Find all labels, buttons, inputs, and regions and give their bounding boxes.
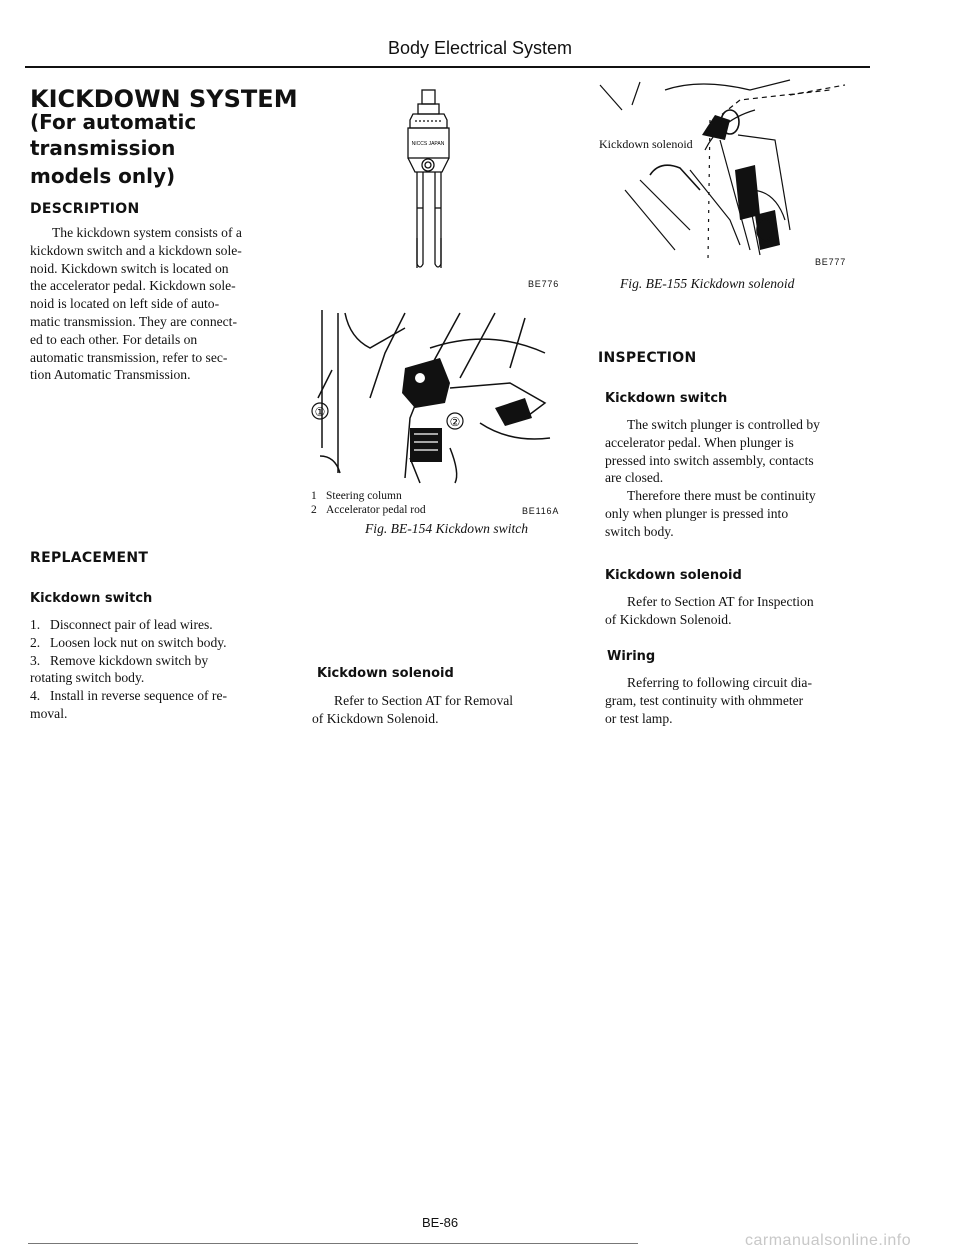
text-line: of Kickdown Solenoid. [605,611,732,627]
inspection-kickdown-switch-text [605,416,860,541]
step-item: 4. Install in reverse sequence of re- [30,688,228,704]
step-item: moval. [30,705,68,721]
inspection-kickdown-switch-heading: Kickdown switch [605,391,728,406]
text-line: only when plunger is pressed into [605,505,789,521]
description-line: kickdown switch and a kickdown sole- [30,242,242,258]
footer-rule [28,1243,638,1244]
text-line: are closed. [605,470,664,486]
text-line: Therefore there must be continuity [627,488,816,504]
description-text [30,224,280,384]
replacement-heading: REPLACEMENT [30,550,149,566]
description-line: noid is located on left side of auto- [30,296,220,312]
watermark: carmanualsonline.info [745,1232,912,1249]
fig2-callout-2: ② [449,415,461,429]
fig2-code: BE116A [522,506,560,516]
kickdown-switch-location-drawing [310,308,570,488]
step-item: 3. Remove kickdown switch by [30,652,209,668]
fig1-housing-label: NICCS JAPAN [411,141,445,147]
page-header: Body Electrical System [387,38,573,58]
kickdown-switch-drawing [395,88,475,278]
fig3-code: BE777 [815,257,847,267]
text-line: The switch plunger is controlled by [627,417,820,432]
kickdown-switch-heading: Kickdown switch [30,591,153,606]
fig1-code: BE776 [528,279,560,289]
description-line: The kickdown system consists of a [52,225,242,240]
text-line: pressed into switch assembly, contacts [605,452,814,468]
inspection-kickdown-solenoid-heading: Kickdown solenoid [605,568,742,583]
legend-item: 1 Steering column [311,490,402,502]
description-line: matic transmission. They are connect- [30,313,237,329]
section-subtitle-line-2: transmission [30,136,176,160]
text-line: switch body. [605,523,674,539]
description-line: noid. Kickdown switch is located on [30,260,229,276]
legend-item: 2 Accelerator pedal rod [311,504,426,516]
description-line: ed to each other. For details on [30,331,198,347]
kickdown-solenoid-removal-text [312,692,574,728]
kickdown-solenoid-drawing [590,80,865,265]
text-line: Refer to Section AT for Removal [334,693,514,708]
step-item: 1. Disconnect pair of lead wires. [30,617,213,632]
text-line: or test lamp. [605,710,673,726]
fig3-caption: Fig. BE-155 Kickdown solenoid [620,276,795,291]
replacement-steps [30,616,285,723]
description-line: automatic transmission, refer to sec- [30,349,228,365]
text-line: accelerator pedal. When plunger is [605,434,794,450]
step-item: 2. Loosen lock nut on switch body. [30,634,227,650]
description-line: the accelerator pedal. Kickdown sole- [30,278,236,294]
description-heading: DESCRIPTION [30,201,140,217]
section-subtitle-line-1: (For automatic [30,110,197,134]
fig3-label: Kickdown solenoid [596,137,696,152]
description-line: tion Automatic Transmission. [30,367,191,383]
section-subtitle-line-3: models only) [30,164,176,188]
section-title: KICKDOWN SYSTEM [30,85,298,113]
step-item: rotating switch body. [30,670,145,686]
inspection-kickdown-solenoid-text [605,593,860,629]
page-number: BE-86 [422,1215,459,1230]
wiring-text [605,674,860,727]
text-line: Refer to Section AT for Inspection [627,594,814,609]
wiring-heading: Wiring [607,649,656,664]
fig2-caption: Fig. BE-154 Kickdown switch [365,521,529,536]
fig2-legend [311,489,426,517]
text-line: gram, test continuity with ohmmeter [605,692,804,708]
text-line: of Kickdown Solenoid. [312,710,439,726]
text-line: Referring to following circuit dia- [627,675,812,690]
inspection-heading: INSPECTION [598,350,697,366]
header-rule [25,66,870,68]
fig2-callout-1: ① [314,405,326,419]
kickdown-solenoid-removal-heading: Kickdown solenoid [317,666,454,681]
